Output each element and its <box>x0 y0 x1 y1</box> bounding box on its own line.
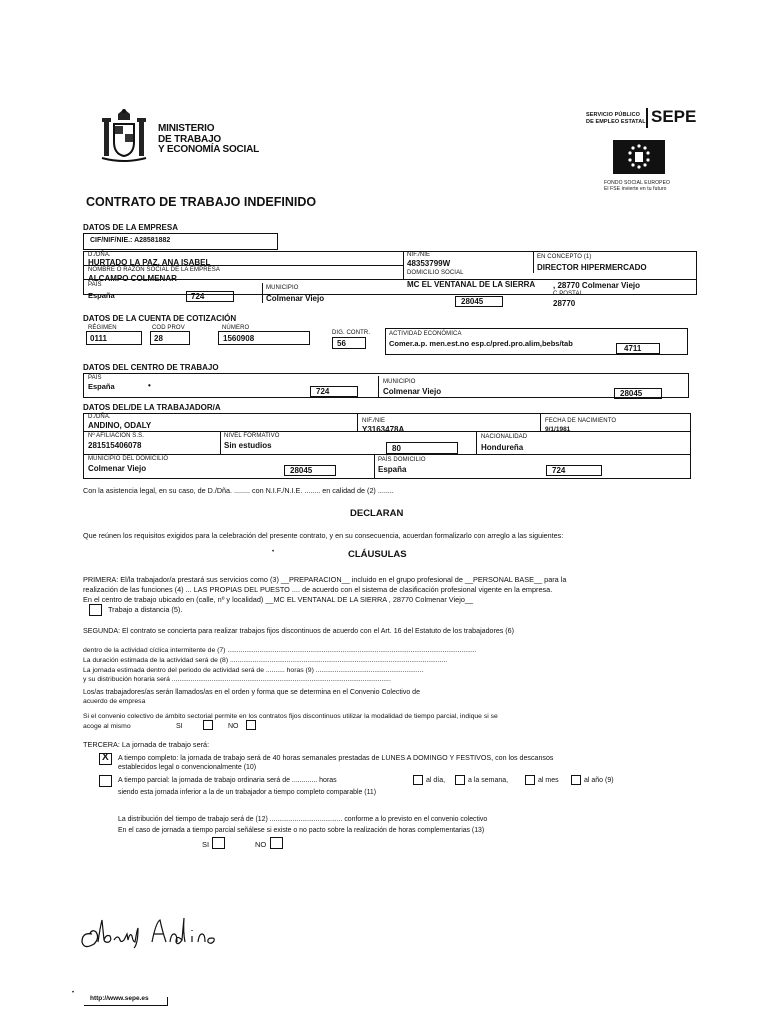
tiempo-completo-line2: establecidos legal o convencionalmente (10) <box>118 764 257 771</box>
trabajador-nif-label: NIF./NIE <box>362 418 386 424</box>
cotizacion-prov: 28 <box>154 334 163 343</box>
cotizacion-actividad-label: ACTIVIDAD ECONÓMICA <box>389 331 462 337</box>
cotizacion-section-title: DATOS DE LA CUENTA DE COTIZACIÓN <box>83 314 237 323</box>
trabajador-nivel-label: NIVEL FORMATIVO <box>224 433 280 439</box>
mes-checkbox[interactable] <box>525 775 535 785</box>
empresa-col-divider-2 <box>533 251 534 273</box>
ministry-name: MINISTERIO DE TRABAJO Y ECONOMÍA SOCIAL <box>158 123 260 155</box>
footer-mark: • <box>72 990 75 996</box>
empresa-pais-code: 724 <box>191 292 205 301</box>
dia-label: al día, <box>426 777 446 784</box>
tiempo-parcial-checkbox[interactable] <box>99 775 112 787</box>
tercera-no-label: NO <box>255 840 267 849</box>
tercera-no-checkbox[interactable] <box>270 837 283 849</box>
cotizacion-dc: 56 <box>337 339 346 348</box>
cotizacion-numero: 1560908 <box>223 334 255 343</box>
trabajador-col-5 <box>374 454 375 479</box>
empresa-municipio-label: MUNICIPIO <box>266 285 299 291</box>
segunda-line9: acoge al mismo <box>83 723 131 730</box>
empresa-municipio: Colmenar Viejo <box>266 294 325 303</box>
centro-pais: España <box>88 382 115 391</box>
eu-flag-icon <box>613 140 665 174</box>
clausulas-dot: • <box>272 549 275 555</box>
empresa-dona: HURTADO LA PAZ, ANA ISABEL <box>88 258 211 267</box>
mes-label: al mes <box>538 777 559 784</box>
trabajador-pais-dom-label: PAÍS DOMICILIO <box>378 457 426 463</box>
empresa-razon: ALCAMPO COLMENAR <box>88 274 177 283</box>
tiempo-parcial-line2: siendo esta jornada inferior a la de un trabajador a tiempo completo comparable (11) <box>118 789 377 796</box>
signature-text <box>82 918 219 942</box>
primera-line2: realización de las funciones (4) ... LAS PROPIAS DEL PUESTO .... de acuerdo con el sistema de clasificación profesional vigente en la empresa. <box>83 585 553 594</box>
segunda-line4: La jornada estimada dentro del periodo de actividad será de .......... horas (9) ......................................................... <box>83 667 424 674</box>
segunda-line6: Los/as trabajadores/as serán llamados/as en el orden y forma que se determina en el Convenio Colectivo de <box>83 689 420 696</box>
trabajador-row-2 <box>83 454 691 455</box>
trabajador-pais-dom-code: 724 <box>552 466 566 475</box>
tercera-title: TERCERA: La jornada de trabajo será: <box>83 740 210 749</box>
empresa-domicilio-rest: , 28770 Colmenar Viejo <box>553 281 641 290</box>
empresa-concepto-label: EN CONCEPTO (1) <box>537 254 592 260</box>
segunda-no-checkbox[interactable] <box>246 720 256 730</box>
footer-url[interactable]: http://www.sepe.es <box>90 995 149 1002</box>
footer-url-underline <box>84 1005 168 1006</box>
semana-checkbox[interactable] <box>455 775 465 785</box>
primera-line1: PRIMERA: El/la trabajador/a prestará sus servicios como (3) __PREPARACION__ incluido en el grupo profesional de __PERSONAL BASE__ para la <box>83 575 567 584</box>
trabajador-mun-label: MUNICIPIO DEL DOMICILIO <box>88 456 169 462</box>
dia-checkbox[interactable] <box>413 775 423 785</box>
asistencia-legal-text: Con la asistencia legal, en su caso, de D./Dña. ........ con N.I.F./N.I.E. ........ en calidad de (2) ........ <box>83 486 394 495</box>
empresa-razon-label: NOMBRE O RAZÓN SOCIAL DE LA EMPRESA <box>88 267 220 273</box>
trabajador-nacionalidad-label: NACIONALIDAD <box>481 434 528 440</box>
ano-label: al año (9) <box>584 777 614 784</box>
trabajador-dona: ANDINO, ODALY <box>88 421 152 430</box>
spain-coat-of-arms-icon <box>100 108 148 164</box>
cotizacion-regimen-label: RÉGIMEN <box>88 325 117 331</box>
segunda-line7: acuerdo de empresa <box>83 698 146 705</box>
trabajador-mun-code: 28045 <box>290 466 313 475</box>
tiempo-completo-check-mark: X <box>102 752 109 763</box>
empresa-section-title: DATOS DE LA EMPRESA <box>83 223 178 232</box>
trabajador-nacionalidad: Hondureña <box>481 443 524 452</box>
tiempo-parcial-line1: A tiempo parcial: la jornada de trabajo ordinaria será de ............. horas <box>118 777 337 784</box>
trabajador-nif: Y3163478A <box>362 425 405 434</box>
cotizacion-prov-label: COD PROV <box>152 325 185 331</box>
cotizacion-dc-label: DIG. CONTR. <box>332 330 371 336</box>
centro-pais-code: 724 <box>316 387 330 396</box>
declaran-heading: DECLARAN <box>350 508 404 519</box>
empresa-nif: 48353799W <box>407 259 451 268</box>
trabajador-dona-label: D./DÑA. <box>88 414 111 420</box>
trabajador-fecha-label: FECHA DE NACIMIENTO <box>545 418 617 424</box>
trabajador-afiliacion: 281515406078 <box>88 441 142 450</box>
primera-line3: En el centro de trabajo ubicado en (calle, nº y localidad) __MC EL VENTANAL DE LA SIERRA , 28770 Colmenar Viejo__ <box>83 595 474 604</box>
distancia-checkbox[interactable] <box>89 604 102 616</box>
trabajador-afiliacion-label: Nº AFILIACIÓN S.S. <box>88 433 145 439</box>
segunda-si-label: SI <box>176 723 183 730</box>
centro-section-title: DATOS DEL CENTRO DE TRABAJO <box>83 363 219 372</box>
centro-municipio: Colmenar Viejo <box>383 387 442 396</box>
fse-text: FONDO SOCIAL EUROPEO El FSE invierte en tu futuro <box>604 180 670 192</box>
trabajador-col-1 <box>357 413 358 431</box>
centro-mun-code: 28045 <box>620 389 643 398</box>
tercera-si-label: SI <box>202 840 210 849</box>
clausulas-heading: CLÁUSULAS <box>348 549 407 560</box>
tercera-si-checkbox[interactable] <box>212 837 225 849</box>
empresa-bottom-line <box>262 283 263 303</box>
empresa-dona-label: D./DÑA. <box>88 252 111 258</box>
document-title: CONTRATO DE TRABAJO INDEFINIDO <box>86 195 317 209</box>
declaran-text: Que reúnen los requisitos exigidos para la celebración del presente contrato, y en su consecuencia, acuerdan formalizarlo con arreglo a las siguientes: <box>83 531 564 540</box>
trabajador-col-4 <box>476 431 477 454</box>
empresa-col-divider <box>403 251 404 279</box>
tiempo-completo-line1: A tiempo completo: la jornada de trabajo será de 40 horas semanales prestadas de LUNES A DOMINGO Y FESTIVOS, con los descansos <box>118 754 554 762</box>
empresa-pais-label: PAÍS <box>88 282 102 288</box>
trabajador-fecha: 9/1/1981 <box>545 426 571 433</box>
semana-label: a la semana, <box>468 777 509 784</box>
segunda-line3: La duración estimada de la actividad será de (8) ................................................................................................................... <box>83 657 448 664</box>
cotizacion-actividad-code: 4711 <box>624 344 642 353</box>
trabajador-nivel: Sin estudios <box>224 441 272 450</box>
empresa-concepto: DIRECTOR HIPERMERCADO <box>537 263 647 272</box>
sepe-divider <box>646 108 648 128</box>
empresa-cpostal-label: C.POSTAL <box>553 291 584 297</box>
cotizacion-regimen: 0111 <box>90 334 107 343</box>
centro-municipio-label: MUNICIPIO <box>383 379 416 385</box>
distancia-label: Trabajo a distancia (5). <box>108 605 183 614</box>
parcial-pacto-line: En el caso de jornada a tiempo parcial señálese si existe o no pacto sobre la realización de horas complementarias (13) <box>118 827 485 834</box>
empresa-domicilio-label: DOMICILIO SOCIAL <box>407 270 464 276</box>
segunda-line8: Si el convenio colectivo de ámbito sectorial permite en los contratos fijos discontinuos utilizar la modalidad de tiempo parcial, indique si se <box>83 713 498 720</box>
empresa-pais: España <box>88 291 115 300</box>
empresa-mun-code: 28045 <box>461 297 484 306</box>
centro-col-divider <box>378 376 379 398</box>
distribucion-line: La distribución del tiempo de trabajo será de (12) ...................................... conforme a lo previsto en el convenio colectivo <box>118 816 488 823</box>
ano-checkbox[interactable] <box>571 775 581 785</box>
trabajador-pais-dom: España <box>378 465 407 474</box>
footer-url-bracket <box>167 997 168 1006</box>
cotizacion-actividad: Comer.a.p. men.est.no esp.c/pred.pro.alim,bebs/tab <box>389 339 573 348</box>
segunda-line1: SEGUNDA: El contrato se concierta para realizar trabajos fijos discontinuos de acuerdo con el Art. 16 del Estatuto de los trabajadores (6) <box>83 627 514 635</box>
empresa-cpostal: 28770 <box>553 299 576 308</box>
segunda-no-label: NO <box>228 723 239 730</box>
trabajador-mun: Colmenar Viejo <box>88 464 147 473</box>
segunda-si-checkbox[interactable] <box>203 720 213 730</box>
trabajador-nivel-code: 80 <box>392 444 401 453</box>
empresa-nif-label: NIF./NIE <box>407 252 431 258</box>
segunda-line5: y su distribución horaria será .................................................................................................................... <box>83 676 391 683</box>
trabajador-col-3 <box>220 431 221 454</box>
trabajador-col-2 <box>540 413 541 431</box>
empresa-cif: CIF/NIF/NIE.: A28581882 <box>90 237 171 244</box>
cotizacion-numero-label: NÚMERO <box>222 325 250 331</box>
trabajador-section-title: DATOS DEL/DE LA TRABAJADOR/A <box>83 403 221 412</box>
segunda-line2: dentro de la actividad cíclica intermitente de (7) .................................................................................................................................... <box>83 647 477 654</box>
empresa-domicilio: MC EL VENTANAL DE LA SIERRA <box>407 280 536 289</box>
centro-bullet: • <box>148 381 151 390</box>
sepe-logo-text: SEPE <box>651 107 697 126</box>
centro-pais-label: PAÍS <box>88 375 102 381</box>
sepe-small-text: SERVICIO PÚBLICO DE EMPLEO ESTATAL <box>586 112 646 125</box>
